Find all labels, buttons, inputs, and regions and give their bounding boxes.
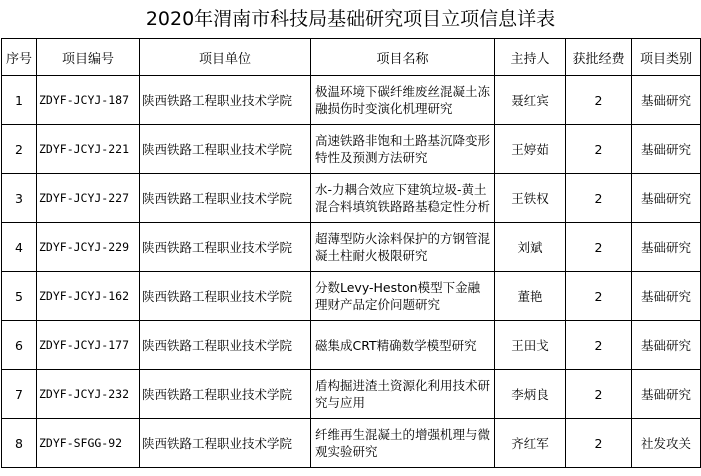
row-unit: 陕西铁路工程职业技术学院	[140, 125, 311, 174]
header-unit: 项目单位	[140, 39, 311, 76]
row-no: 8	[2, 419, 37, 468]
table-header-row	[2, 39, 701, 76]
header-code: 项目编号	[37, 39, 140, 76]
row-unit: 陕西铁路工程职业技术学院	[140, 321, 311, 370]
row-host: 董艳	[495, 272, 566, 321]
table-row	[2, 321, 701, 370]
project-table	[1, 38, 701, 468]
row-no: 7	[2, 370, 37, 419]
row-fund: 2	[566, 419, 632, 468]
header-no: 序号	[2, 39, 37, 76]
page-title: 2020年渭南市科技局基础研究项目立项信息详表	[145, 8, 556, 30]
row-name: 纤维再生混凝土的增强机理与微观实验研究	[311, 419, 495, 468]
row-fund: 2	[566, 223, 632, 272]
header-host: 主持人	[495, 39, 566, 76]
header-name: 项目名称	[311, 39, 495, 76]
row-code: ZDYF-JCYJ-162	[37, 272, 140, 321]
row-unit: 陕西铁路工程职业技术学院	[140, 76, 311, 125]
row-code: ZDYF-JCYJ-232	[37, 370, 140, 419]
row-host: 刘斌	[495, 223, 566, 272]
row-category: 基础研究	[632, 321, 701, 370]
row-host: 王田戈	[495, 321, 566, 370]
row-fund: 2	[566, 125, 632, 174]
row-no: 5	[2, 272, 37, 321]
row-name: 分数Levy-Heston模型下金融理财产品定价问题研究	[311, 272, 495, 321]
row-no: 1	[2, 76, 37, 125]
row-category: 基础研究	[632, 272, 701, 321]
row-code: ZDYF-JCYJ-227	[37, 174, 140, 223]
row-category: 基础研究	[632, 174, 701, 223]
row-code: ZDYF-JCYJ-187	[37, 76, 140, 125]
header-category: 项目类别	[632, 39, 701, 76]
row-name: 盾构掘进渣土资源化利用技术研究与应用	[311, 370, 495, 419]
row-unit: 陕西铁路工程职业技术学院	[140, 272, 311, 321]
row-name: 超薄型防火涂料保护的方钢管混凝土柱耐火极限研究	[311, 223, 495, 272]
row-unit: 陕西铁路工程职业技术学院	[140, 174, 311, 223]
row-fund: 2	[566, 174, 632, 223]
row-code: ZDYF-JCYJ-221	[37, 125, 140, 174]
table-row	[2, 272, 701, 321]
row-unit: 陕西铁路工程职业技术学院	[140, 419, 311, 468]
row-name: 磁集成CRT精确数学模型研究	[311, 321, 495, 370]
row-code: ZDYF-JCYJ-177	[37, 321, 140, 370]
row-name: 极温环境下碳纤维废丝混凝土冻融损伤时变演化机理研究	[311, 76, 495, 125]
row-category: 社发攻关	[632, 419, 701, 468]
row-category: 基础研究	[632, 223, 701, 272]
row-fund: 2	[566, 370, 632, 419]
row-host: 王婷茹	[495, 125, 566, 174]
row-host: 王铁权	[495, 174, 566, 223]
row-category: 基础研究	[632, 370, 701, 419]
table-row	[2, 419, 701, 468]
row-fund: 2	[566, 76, 632, 125]
row-name: 高速铁路非饱和土路基沉降变形特性及预测方法研究	[311, 125, 495, 174]
row-name: 水-力耦合效应下建筑垃圾-黄土混合料填筑铁路路基稳定性分析	[311, 174, 495, 223]
table-row	[2, 174, 701, 223]
table-row	[2, 370, 701, 419]
row-host: 聂红宾	[495, 76, 566, 125]
row-unit: 陕西铁路工程职业技术学院	[140, 223, 311, 272]
row-host: 齐红军	[495, 419, 566, 468]
table-row	[2, 125, 701, 174]
header-fund: 获批经费	[566, 39, 632, 76]
row-code: ZDYF-JCYJ-229	[37, 223, 140, 272]
row-host: 李炳良	[495, 370, 566, 419]
row-no: 3	[2, 174, 37, 223]
row-no: 4	[2, 223, 37, 272]
row-unit: 陕西铁路工程职业技术学院	[140, 370, 311, 419]
row-category: 基础研究	[632, 125, 701, 174]
table-row	[2, 76, 701, 125]
row-no: 6	[2, 321, 37, 370]
row-code: ZDYF-SFGG-92	[37, 419, 140, 468]
row-category: 基础研究	[632, 76, 701, 125]
row-fund: 2	[566, 321, 632, 370]
table-row	[2, 223, 701, 272]
row-no: 2	[2, 125, 37, 174]
row-fund: 2	[566, 272, 632, 321]
